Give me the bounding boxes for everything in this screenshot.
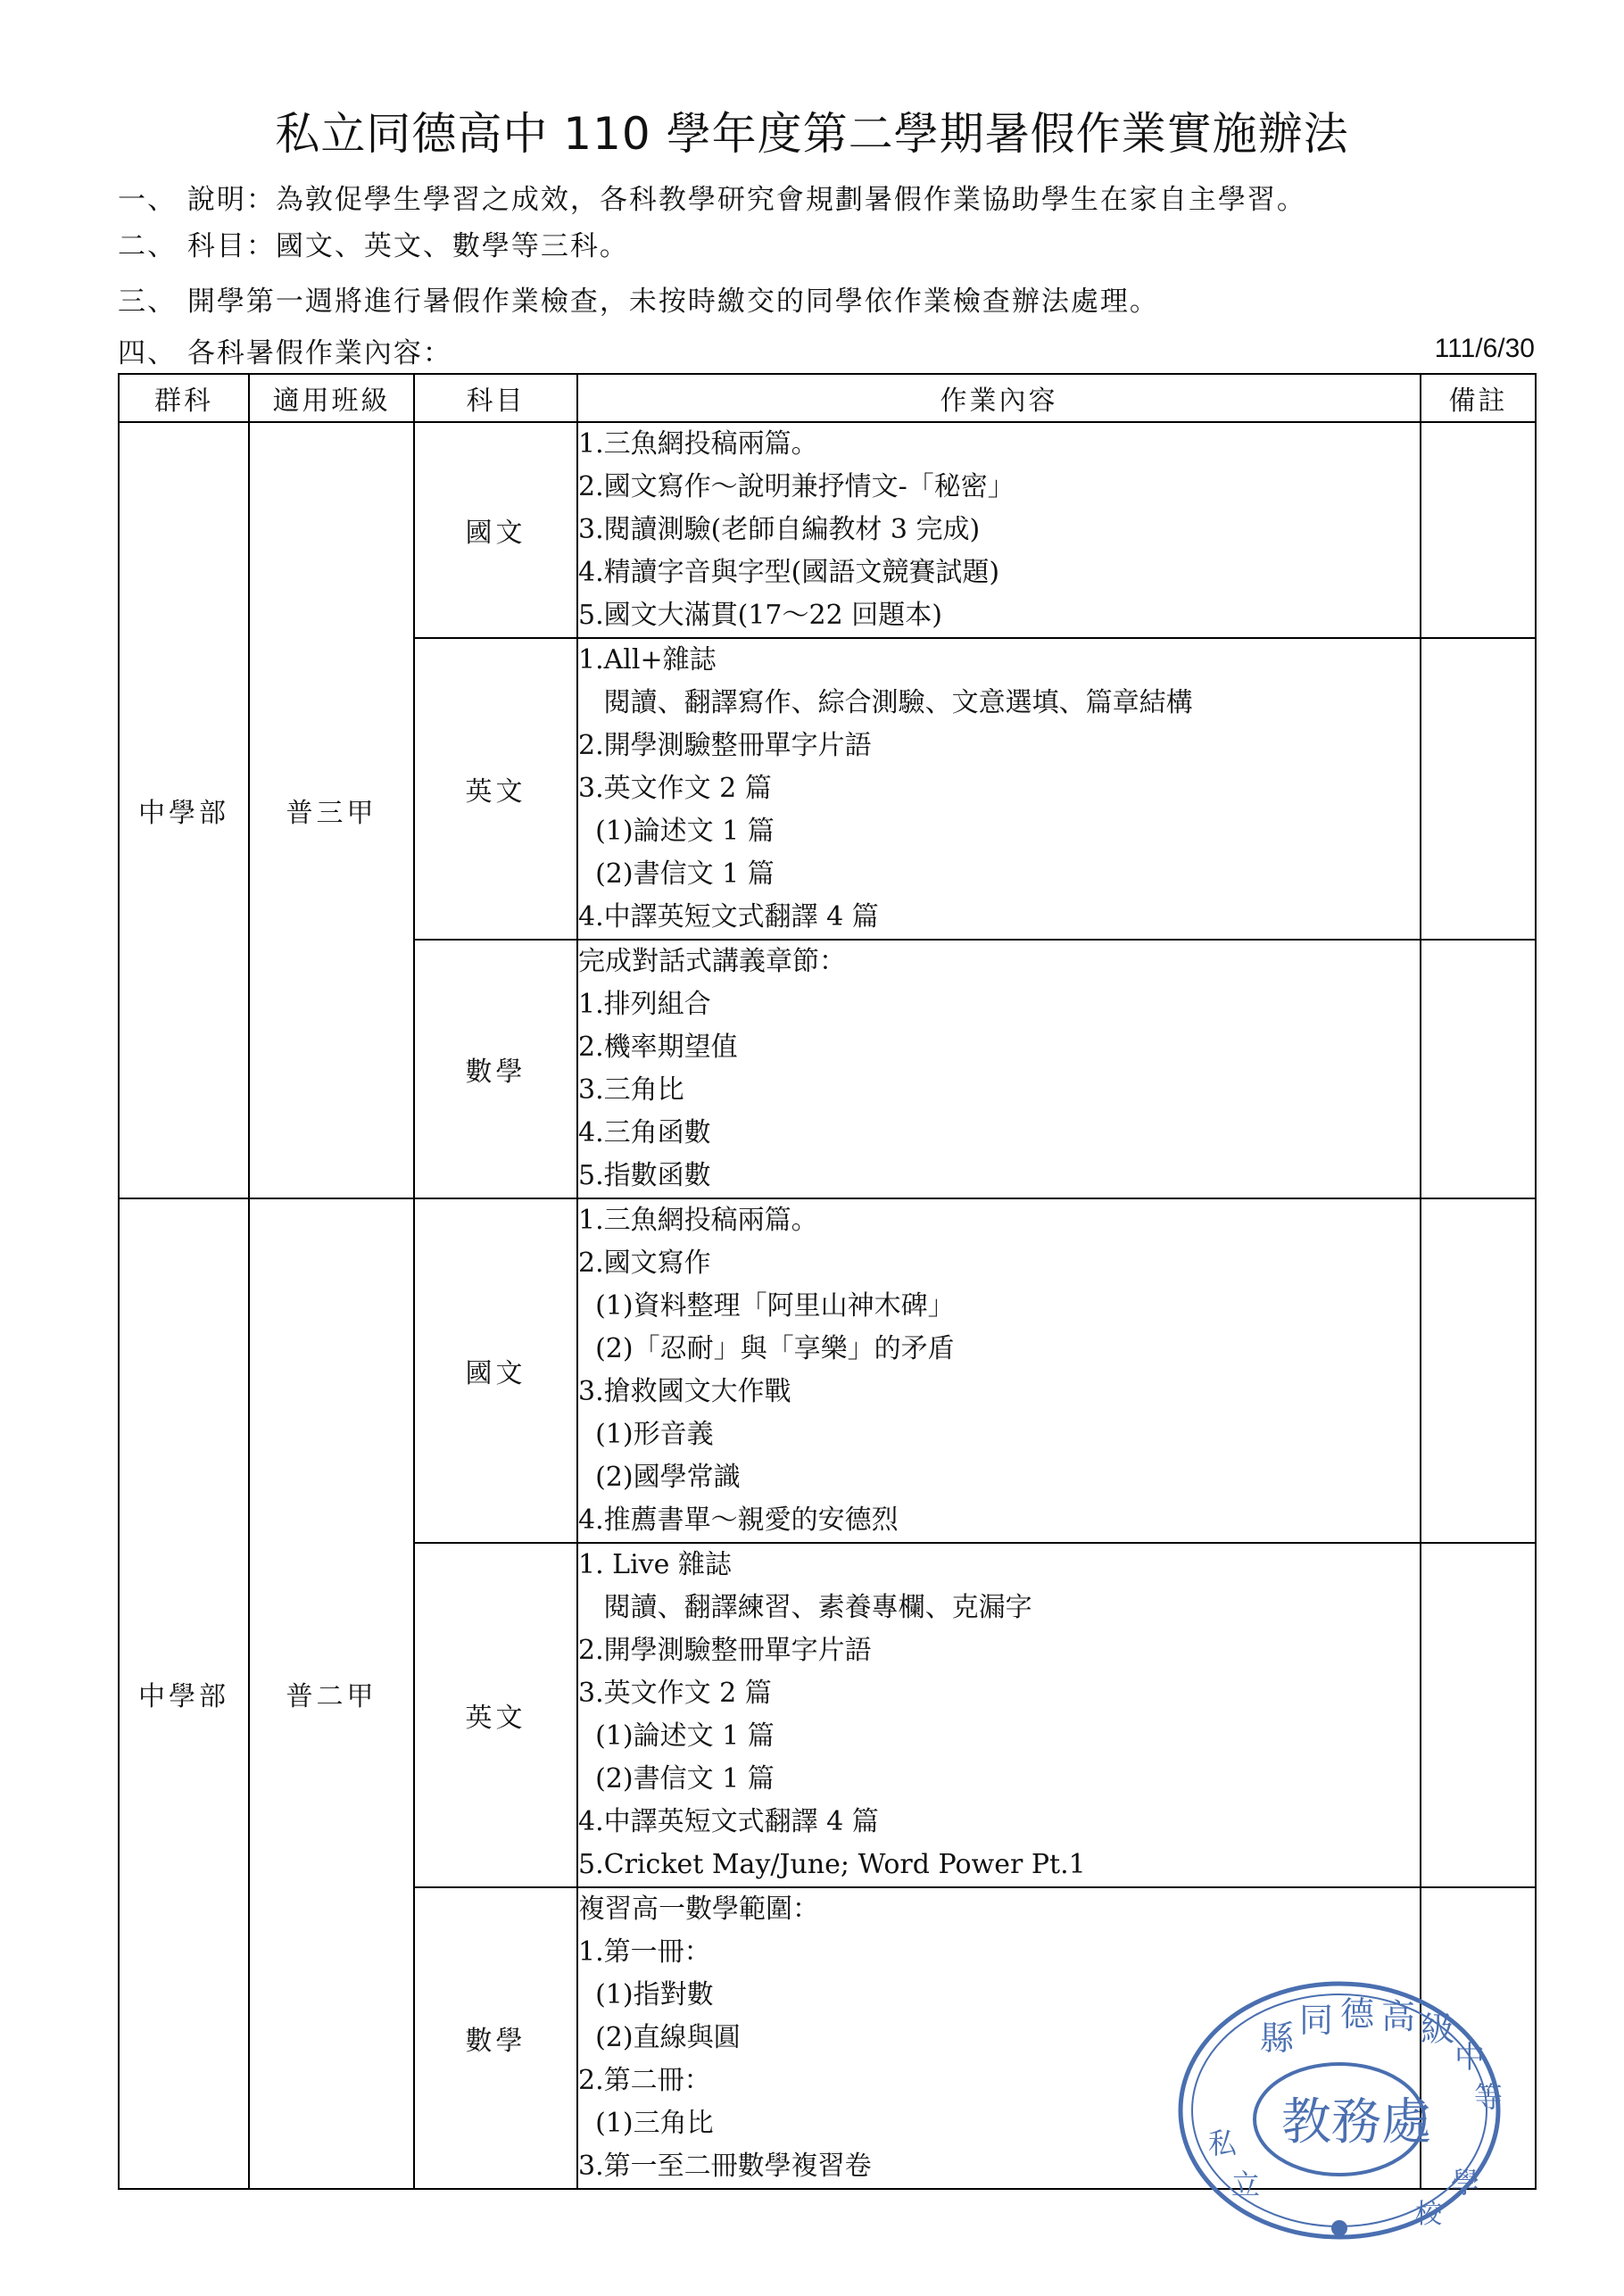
content-line: 4.推薦書單～親愛的安德烈 — [578, 1504, 899, 1536]
content-line: 4.三角函數 — [578, 1117, 711, 1148]
table-row — [119, 1198, 1536, 1543]
subject-cell: 英文 — [414, 1543, 577, 1887]
intro-item-4: 四、 各科暑假作業內容： — [118, 337, 452, 369]
note-cell — [1421, 940, 1536, 1198]
content-line: (1)資料整理「阿里山神木碑」 — [578, 1290, 955, 1322]
note-cell — [1421, 1543, 1536, 1887]
content-line: 3.搶救國文大作戰 — [578, 1376, 791, 1407]
content-cell — [577, 1543, 1421, 1887]
content-line: (1)論述文 1 篇 — [578, 1720, 775, 1752]
academic-affairs-seal — [1174, 1977, 1504, 2244]
document-date: 111/6/30 — [1434, 334, 1535, 363]
intro-item-2: 二、 科目：國文、英文、數學等三科。 — [118, 230, 629, 262]
content-line: 2.開學測驗整冊單字片語 — [578, 1635, 872, 1666]
class-cell: 普三甲 — [249, 422, 414, 1198]
content-line: 4.精讀字音與字型(國語文競賽試題) — [578, 557, 1000, 588]
intro-item-3: 三、 開學第一週將進行暑假作業檢查，未按時繳交的同學依作業檢查辦法處理。 — [118, 286, 1159, 318]
seal-center-text: 教務處 — [1281, 2093, 1431, 2151]
subject-cell: 國文 — [414, 1198, 577, 1543]
note-cell — [1421, 1198, 1536, 1543]
svg-text:立: 立 — [1231, 2168, 1261, 2201]
content-line: 3.英文作文 2 篇 — [578, 773, 772, 804]
content-line: 2.開學測驗整冊單字片語 — [578, 730, 872, 761]
content-line: 5.指數函數 — [578, 1160, 711, 1191]
content-line: 2.機率期望值 — [578, 1032, 738, 1063]
svg-text:高: 高 — [1381, 1997, 1416, 2036]
content-line: (1)形音義 — [578, 1419, 714, 1450]
intro-item-1: 一、 說明：為敦促學生學習之成效，各科教學研究會規劃暑假作業協助學生在家自主學習。 — [118, 184, 1306, 216]
content-line: 2.第二冊： — [578, 2065, 711, 2096]
svg-text:私: 私 — [1208, 2126, 1238, 2160]
subject-cell: 英文 — [414, 638, 577, 940]
header-class: 適用班級 — [249, 374, 414, 422]
content-cell — [577, 940, 1421, 1198]
svg-text:級: 級 — [1421, 2010, 1455, 2049]
content-line: 3.閱讀測驗(老師自編教材 3 完成) — [578, 514, 981, 545]
content-line: 1.三魚網投稿兩篇。 — [578, 1205, 818, 1236]
header-group: 群科 — [119, 374, 249, 422]
table-row — [119, 422, 1536, 638]
header-note: 備註 — [1421, 374, 1536, 422]
content-cell — [577, 422, 1421, 638]
content-line: (2)「忍耐」與「享樂」的矛盾 — [578, 1333, 955, 1364]
group-cell: 中學部 — [119, 422, 249, 1198]
svg-text:等: 等 — [1474, 2080, 1504, 2114]
content-line: 閱讀、翻譯寫作、綜合測驗、文意選填、篇章結構 — [578, 687, 1193, 718]
content-line: 完成對話式講義章節： — [578, 946, 846, 977]
content-line: 2.國文寫作 — [578, 1247, 711, 1279]
content-line: 3.三角比 — [578, 1074, 684, 1106]
table-header-row — [119, 374, 1536, 422]
content-cell — [577, 1198, 1421, 1543]
group-cell: 中學部 — [119, 1198, 249, 2189]
content-line: 複習高一數學範圍： — [578, 1894, 819, 1925]
content-cell — [577, 638, 1421, 940]
content-line: 1. Live 雜誌 — [578, 1549, 732, 1580]
content-line: 1.排列組合 — [578, 989, 711, 1020]
svg-text:校: 校 — [1415, 2199, 1442, 2230]
content-line: 3.第一至二冊數學複習卷 — [578, 2151, 872, 2182]
content-line: (1)論述文 1 篇 — [578, 816, 775, 847]
class-cell: 普二甲 — [249, 1198, 414, 2189]
homework-table — [118, 373, 1537, 2190]
subject-cell: 數學 — [414, 940, 577, 1198]
content-line: 1.第一冊： — [578, 1936, 711, 1968]
svg-text:德: 德 — [1340, 1994, 1375, 2034]
header-subject: 科目 — [414, 374, 577, 422]
content-line: (2)書信文 1 篇 — [578, 1763, 775, 1795]
subject-cell: 國文 — [414, 422, 577, 638]
svg-text:學: 學 — [1451, 2166, 1480, 2200]
content-line: (2)書信文 1 篇 — [578, 858, 775, 890]
content-line: 2.國文寫作～說明兼抒情文-「秘密」 — [578, 471, 1015, 502]
svg-text:同: 同 — [1299, 2001, 1334, 2040]
content-line: 1.All+雜誌 — [578, 644, 717, 676]
document-title: 私立同德高中 110 學年度第二學期暑假作業實施辦法 — [275, 108, 1349, 160]
note-cell — [1421, 422, 1536, 638]
content-line: 4.中譯英短文式翻譯 4 篇 — [578, 1806, 879, 1837]
content-line: 5.國文大滿貫(17～22 回題本) — [578, 600, 942, 631]
content-line: 4.中譯英短文式翻譯 4 篇 — [578, 901, 879, 932]
content-line: 閱讀、翻譯練習、素養專欄、克漏字 — [578, 1592, 1032, 1623]
content-line: (2)國學常識 — [578, 1462, 741, 1493]
note-cell — [1421, 638, 1536, 940]
content-line: 1.三魚網投稿兩篇。 — [578, 428, 818, 460]
content-line: (2)直線與圓 — [578, 2022, 741, 2053]
svg-text:縣: 縣 — [1260, 2018, 1295, 2058]
header-content: 作業內容 — [577, 374, 1421, 422]
content-line: 5.Cricket May/June; Word Power Pt.1 — [578, 1849, 1086, 1880]
content-line: (1)三角比 — [578, 2108, 714, 2139]
subject-cell: 數學 — [414, 1887, 577, 2189]
content-line: (1)指對數 — [578, 1979, 714, 2010]
content-line: 3.英文作文 2 篇 — [578, 1678, 772, 1709]
svg-text:中: 中 — [1454, 2040, 1485, 2076]
